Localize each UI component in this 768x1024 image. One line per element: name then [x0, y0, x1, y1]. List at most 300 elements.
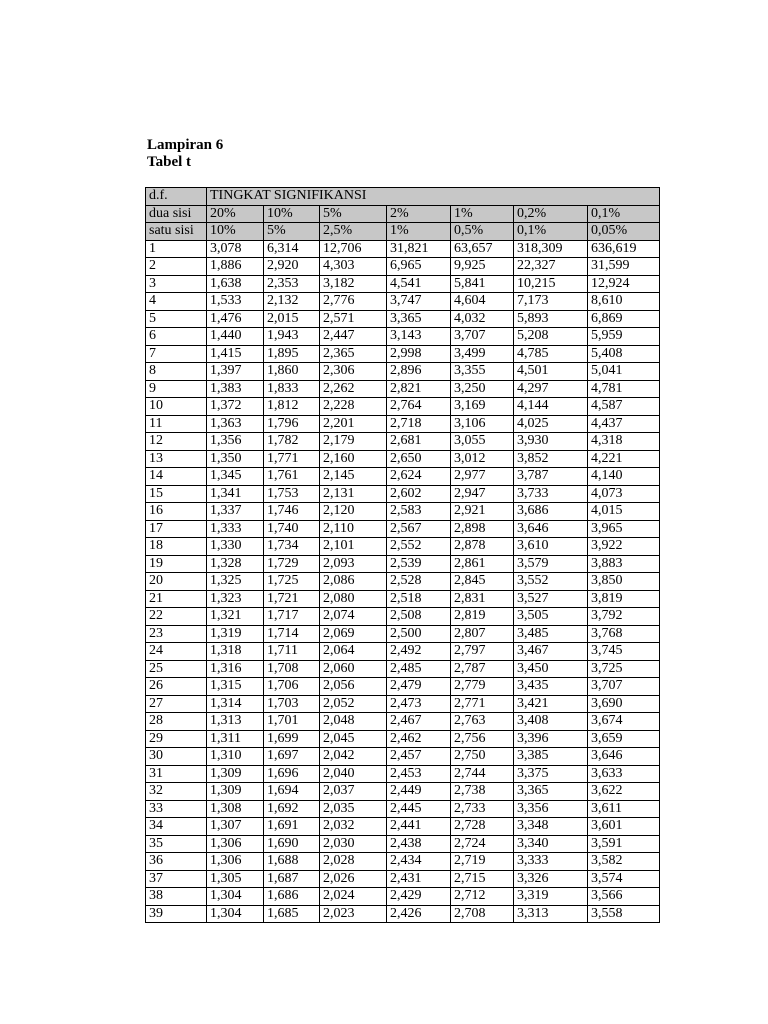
critical-value-cell: 3,375: [514, 765, 588, 783]
critical-value-cell: 2,898: [451, 520, 514, 538]
critical-value-cell: 4,303: [320, 258, 387, 276]
critical-value-cell: 1,761: [264, 468, 320, 486]
header-level-cell: 10%: [264, 205, 320, 223]
critical-value-cell: 2,738: [451, 783, 514, 801]
table-row: [146, 538, 660, 556]
critical-value-cell: 1,746: [264, 503, 320, 521]
critical-value-cell: 1,860: [264, 363, 320, 381]
critical-value-cell: 3,579: [514, 555, 588, 573]
df-cell: 11: [146, 415, 207, 433]
critical-value-cell: 1,306: [207, 835, 264, 853]
critical-value-cell: 1,706: [264, 678, 320, 696]
critical-value-cell: 1,314: [207, 695, 264, 713]
df-cell: 4: [146, 293, 207, 311]
critical-value-cell: 4,318: [588, 433, 660, 451]
critical-value-cell: 1,328: [207, 555, 264, 573]
critical-value-cell: 3,348: [514, 818, 588, 836]
critical-value-cell: 4,015: [588, 503, 660, 521]
table-row: [146, 870, 660, 888]
critical-value-cell: 1,690: [264, 835, 320, 853]
table-row: [146, 730, 660, 748]
critical-value-cell: 1,316: [207, 660, 264, 678]
critical-value-cell: 2,131: [320, 485, 387, 503]
df-cell: 2: [146, 258, 207, 276]
critical-value-cell: 2,032: [320, 818, 387, 836]
critical-value-cell: 1,476: [207, 310, 264, 328]
critical-value-cell: 3,792: [588, 608, 660, 626]
critical-value-cell: 2,462: [387, 730, 451, 748]
critical-value-cell: 3,852: [514, 450, 588, 468]
critical-value-cell: 7,173: [514, 293, 588, 311]
critical-value-cell: 4,144: [514, 398, 588, 416]
critical-value-cell: 1,319: [207, 625, 264, 643]
table-row: [146, 345, 660, 363]
table-row: [146, 363, 660, 381]
df-cell: 28: [146, 713, 207, 731]
header-level-cell: 0,1%: [514, 223, 588, 241]
critical-value-cell: 2,861: [451, 555, 514, 573]
critical-value-cell: 1,397: [207, 363, 264, 381]
critical-value-cell: 2,728: [451, 818, 514, 836]
table-row: [146, 765, 660, 783]
df-cell: 6: [146, 328, 207, 346]
df-cell: 7: [146, 345, 207, 363]
header-level-cell: 1%: [451, 205, 514, 223]
critical-value-cell: 1,734: [264, 538, 320, 556]
critical-value-cell: 1,717: [264, 608, 320, 626]
critical-value-cell: 2,042: [320, 748, 387, 766]
critical-value-cell: 2,201: [320, 415, 387, 433]
table-row: [146, 573, 660, 591]
critical-value-cell: 1,699: [264, 730, 320, 748]
critical-value-cell: 3,591: [588, 835, 660, 853]
critical-value-cell: 3,450: [514, 660, 588, 678]
critical-value-cell: 3,747: [387, 293, 451, 311]
critical-value-cell: 2,438: [387, 835, 451, 853]
critical-value-cell: 2,681: [387, 433, 451, 451]
critical-value-cell: 2,429: [387, 888, 451, 906]
header-level-cell: 20%: [207, 205, 264, 223]
critical-value-cell: 4,140: [588, 468, 660, 486]
df-cell: 10: [146, 398, 207, 416]
table-title: Tabel t: [147, 154, 192, 170]
critical-value-cell: 12,706: [320, 240, 387, 258]
table-row: [146, 713, 660, 731]
critical-value-cell: 2,074: [320, 608, 387, 626]
critical-value-cell: 5,841: [451, 275, 514, 293]
critical-value-cell: 3,558: [588, 905, 660, 923]
critical-value-cell: 2,878: [451, 538, 514, 556]
critical-value-cell: 63,657: [451, 240, 514, 258]
critical-value-cell: 4,073: [588, 485, 660, 503]
critical-value-cell: 12,924: [588, 275, 660, 293]
header-row-two-sided: [146, 205, 660, 223]
critical-value-cell: 31,821: [387, 240, 451, 258]
df-cell: 38: [146, 888, 207, 906]
critical-value-cell: 1,691: [264, 818, 320, 836]
header-level-cell: 5%: [264, 223, 320, 241]
significance-header-cell: TINGKAT SIGNIFIKANSI: [207, 188, 660, 206]
critical-value-cell: 1,305: [207, 870, 264, 888]
critical-value-cell: 1,304: [207, 888, 264, 906]
df-cell: 12: [146, 433, 207, 451]
critical-value-cell: 3,646: [588, 748, 660, 766]
df-cell: 33: [146, 800, 207, 818]
critical-value-cell: 2,771: [451, 695, 514, 713]
critical-value-cell: 2,441: [387, 818, 451, 836]
critical-value-cell: 1,315: [207, 678, 264, 696]
critical-value-cell: 2,431: [387, 870, 451, 888]
critical-value-cell: 2,445: [387, 800, 451, 818]
critical-value-cell: 2,365: [320, 345, 387, 363]
critical-value-cell: 3,659: [588, 730, 660, 748]
critical-value-cell: 2,179: [320, 433, 387, 451]
critical-value-cell: 9,925: [451, 258, 514, 276]
critical-value-cell: 2,624: [387, 468, 451, 486]
header-level-cell: 10%: [207, 223, 264, 241]
critical-value-cell: 2,040: [320, 765, 387, 783]
critical-value-cell: 2,896: [387, 363, 451, 381]
critical-value-cell: 5,041: [588, 363, 660, 381]
critical-value-cell: 2,093: [320, 555, 387, 573]
critical-value-cell: 2,467: [387, 713, 451, 731]
table-row: [146, 678, 660, 696]
df-cell: 23: [146, 625, 207, 643]
critical-value-cell: 3,408: [514, 713, 588, 731]
critical-value-cell: 2,763: [451, 713, 514, 731]
table-row: [146, 590, 660, 608]
df-cell: 29: [146, 730, 207, 748]
critical-value-cell: 2,724: [451, 835, 514, 853]
critical-value-cell: 2,037: [320, 783, 387, 801]
df-cell: 20: [146, 573, 207, 591]
table-row: [146, 380, 660, 398]
table-row: [146, 520, 660, 538]
critical-value-cell: 1,771: [264, 450, 320, 468]
critical-value-cell: 2,744: [451, 765, 514, 783]
critical-value-cell: 4,604: [451, 293, 514, 311]
critical-value-cell: 2,015: [264, 310, 320, 328]
critical-value-cell: 1,533: [207, 293, 264, 311]
critical-value-cell: 4,587: [588, 398, 660, 416]
critical-value-cell: 2,920: [264, 258, 320, 276]
df-cell: 25: [146, 660, 207, 678]
critical-value-cell: 4,032: [451, 310, 514, 328]
critical-value-cell: 1,309: [207, 765, 264, 783]
critical-value-cell: 3,566: [588, 888, 660, 906]
df-cell: 39: [146, 905, 207, 923]
critical-value-cell: 2,750: [451, 748, 514, 766]
critical-value-cell: 3,385: [514, 748, 588, 766]
table-row: [146, 468, 660, 486]
critical-value-cell: 3,850: [588, 573, 660, 591]
df-header-cell: d.f.: [146, 188, 207, 206]
df-cell: 14: [146, 468, 207, 486]
critical-value-cell: 2,030: [320, 835, 387, 853]
critical-value-cell: 3,690: [588, 695, 660, 713]
critical-value-cell: 1,345: [207, 468, 264, 486]
critical-value-cell: 1,694: [264, 783, 320, 801]
critical-value-cell: 3,467: [514, 643, 588, 661]
table-row: [146, 608, 660, 626]
critical-value-cell: 3,633: [588, 765, 660, 783]
critical-value-cell: 1,812: [264, 398, 320, 416]
table-row: [146, 555, 660, 573]
critical-value-cell: 3,574: [588, 870, 660, 888]
critical-value-cell: 1,356: [207, 433, 264, 451]
critical-value-cell: 2,453: [387, 765, 451, 783]
df-cell: 34: [146, 818, 207, 836]
critical-value-cell: 3,365: [387, 310, 451, 328]
critical-value-cell: 3,787: [514, 468, 588, 486]
table-row: [146, 853, 660, 871]
df-cell: 13: [146, 450, 207, 468]
critical-value-cell: 2,492: [387, 643, 451, 661]
critical-value-cell: 1,692: [264, 800, 320, 818]
table-row: [146, 660, 660, 678]
critical-value-cell: 1,363: [207, 415, 264, 433]
critical-value-cell: 2,060: [320, 660, 387, 678]
critical-value-cell: 2,023: [320, 905, 387, 923]
critical-value-cell: 2,712: [451, 888, 514, 906]
critical-value-cell: 3,078: [207, 240, 264, 258]
df-cell: 15: [146, 485, 207, 503]
critical-value-cell: 4,541: [387, 275, 451, 293]
table-row: [146, 800, 660, 818]
critical-value-cell: 3,333: [514, 853, 588, 871]
critical-value-cell: 2,069: [320, 625, 387, 643]
table-row: [146, 328, 660, 346]
df-cell: 19: [146, 555, 207, 573]
critical-value-cell: 2,571: [320, 310, 387, 328]
critical-value-cell: 10,215: [514, 275, 588, 293]
critical-value-cell: 2,708: [451, 905, 514, 923]
df-cell: 22: [146, 608, 207, 626]
critical-value-cell: 3,819: [588, 590, 660, 608]
critical-value-cell: 1,703: [264, 695, 320, 713]
critical-value-cell: 1,697: [264, 748, 320, 766]
critical-value-cell: 5,208: [514, 328, 588, 346]
critical-value-cell: 2,306: [320, 363, 387, 381]
critical-value-cell: 3,356: [514, 800, 588, 818]
critical-value-cell: 2,764: [387, 398, 451, 416]
df-cell: 37: [146, 870, 207, 888]
critical-value-cell: 4,221: [588, 450, 660, 468]
critical-value-cell: 1,714: [264, 625, 320, 643]
critical-value-cell: 2,719: [451, 853, 514, 871]
critical-value-cell: 2,508: [387, 608, 451, 626]
critical-value-cell: 2,602: [387, 485, 451, 503]
critical-value-cell: 2,457: [387, 748, 451, 766]
critical-value-cell: 4,025: [514, 415, 588, 433]
critical-value-cell: 2,947: [451, 485, 514, 503]
critical-value-cell: 1,372: [207, 398, 264, 416]
critical-value-cell: 2,776: [320, 293, 387, 311]
critical-value-cell: 5,893: [514, 310, 588, 328]
critical-value-cell: 1,721: [264, 590, 320, 608]
header-level-cell: 0,2%: [514, 205, 588, 223]
critical-value-cell: 2,539: [387, 555, 451, 573]
critical-value-cell: 2,035: [320, 800, 387, 818]
critical-value-cell: 4,501: [514, 363, 588, 381]
df-cell: 3: [146, 275, 207, 293]
critical-value-cell: 3,768: [588, 625, 660, 643]
critical-value-cell: 1,708: [264, 660, 320, 678]
critical-value-cell: 2,831: [451, 590, 514, 608]
critical-value-cell: 2,045: [320, 730, 387, 748]
critical-value-cell: 1,383: [207, 380, 264, 398]
critical-value-cell: 1,440: [207, 328, 264, 346]
critical-value-cell: 2,028: [320, 853, 387, 871]
critical-value-cell: 1,740: [264, 520, 320, 538]
critical-value-cell: 6,314: [264, 240, 320, 258]
critical-value-cell: 3,313: [514, 905, 588, 923]
critical-value-cell: 3,582: [588, 853, 660, 871]
critical-value-cell: 6,965: [387, 258, 451, 276]
header-level-cell: 0,1%: [588, 205, 660, 223]
critical-value-cell: 2,528: [387, 573, 451, 591]
table-row: [146, 398, 660, 416]
critical-value-cell: 2,756: [451, 730, 514, 748]
critical-value-cell: 1,415: [207, 345, 264, 363]
critical-value-cell: 31,599: [588, 258, 660, 276]
critical-value-cell: 1,308: [207, 800, 264, 818]
critical-value-cell: 3,601: [588, 818, 660, 836]
critical-value-cell: 3,622: [588, 783, 660, 801]
critical-value-cell: 1,337: [207, 503, 264, 521]
critical-value-cell: 2,500: [387, 625, 451, 643]
critical-value-cell: 1,895: [264, 345, 320, 363]
critical-value-cell: 5,959: [588, 328, 660, 346]
df-cell: 5: [146, 310, 207, 328]
table-row: [146, 450, 660, 468]
critical-value-cell: 2,473: [387, 695, 451, 713]
critical-value-cell: 3,527: [514, 590, 588, 608]
critical-value-cell: 2,145: [320, 468, 387, 486]
critical-value-cell: 3,143: [387, 328, 451, 346]
table-row: [146, 625, 660, 643]
critical-value-cell: 2,024: [320, 888, 387, 906]
critical-value-cell: 3,883: [588, 555, 660, 573]
df-cell: 32: [146, 783, 207, 801]
critical-value-cell: 2,518: [387, 590, 451, 608]
critical-value-cell: 2,650: [387, 450, 451, 468]
critical-value-cell: 2,434: [387, 853, 451, 871]
critical-value-cell: 1,782: [264, 433, 320, 451]
critical-value-cell: 2,449: [387, 783, 451, 801]
critical-value-cell: 1,330: [207, 538, 264, 556]
critical-value-cell: 3,965: [588, 520, 660, 538]
critical-value-cell: 2,787: [451, 660, 514, 678]
critical-value-cell: 3,396: [514, 730, 588, 748]
critical-value-cell: 2,101: [320, 538, 387, 556]
critical-value-cell: 3,250: [451, 380, 514, 398]
critical-value-cell: 3,326: [514, 870, 588, 888]
critical-value-cell: 3,505: [514, 608, 588, 626]
critical-value-cell: 3,707: [451, 328, 514, 346]
critical-value-cell: 3,725: [588, 660, 660, 678]
critical-value-cell: 1,333: [207, 520, 264, 538]
critical-value-cell: 3,552: [514, 573, 588, 591]
critical-value-cell: 2,479: [387, 678, 451, 696]
critical-value-cell: 1,753: [264, 485, 320, 503]
critical-value-cell: 3,421: [514, 695, 588, 713]
df-cell: 36: [146, 853, 207, 871]
critical-value-cell: 3,922: [588, 538, 660, 556]
critical-value-cell: 1,701: [264, 713, 320, 731]
critical-value-cell: 2,921: [451, 503, 514, 521]
critical-value-cell: 2,064: [320, 643, 387, 661]
df-cell: 16: [146, 503, 207, 521]
critical-value-cell: 2,485: [387, 660, 451, 678]
critical-value-cell: 2,567: [387, 520, 451, 538]
critical-value-cell: 2,733: [451, 800, 514, 818]
critical-value-cell: 1,321: [207, 608, 264, 626]
df-cell: 30: [146, 748, 207, 766]
critical-value-cell: 2,160: [320, 450, 387, 468]
critical-value-cell: 3,106: [451, 415, 514, 433]
critical-value-cell: 3,611: [588, 800, 660, 818]
critical-value-cell: 2,977: [451, 468, 514, 486]
critical-value-cell: 1,943: [264, 328, 320, 346]
critical-value-cell: 1,323: [207, 590, 264, 608]
df-cell: 9: [146, 380, 207, 398]
critical-value-cell: 2,086: [320, 573, 387, 591]
critical-value-cell: 1,304: [207, 905, 264, 923]
df-cell: 21: [146, 590, 207, 608]
two-sided-label-cell: dua sisi: [146, 205, 207, 223]
df-cell: 26: [146, 678, 207, 696]
critical-value-cell: 4,785: [514, 345, 588, 363]
critical-value-cell: 2,998: [387, 345, 451, 363]
table-row: [146, 258, 660, 276]
critical-value-cell: 3,055: [451, 433, 514, 451]
table-row: [146, 240, 660, 258]
header-level-cell: 0,05%: [588, 223, 660, 241]
table-row: [146, 433, 660, 451]
critical-value-cell: 1,350: [207, 450, 264, 468]
critical-value-cell: 2,583: [387, 503, 451, 521]
table-row: [146, 748, 660, 766]
critical-value-cell: 1,729: [264, 555, 320, 573]
table-row: [146, 485, 660, 503]
critical-value-cell: 2,132: [264, 293, 320, 311]
critical-value-cell: 2,426: [387, 905, 451, 923]
table-row: [146, 783, 660, 801]
critical-value-cell: 2,262: [320, 380, 387, 398]
df-cell: 8: [146, 363, 207, 381]
critical-value-cell: 4,781: [588, 380, 660, 398]
critical-value-cell: 1,341: [207, 485, 264, 503]
critical-value-cell: 2,056: [320, 678, 387, 696]
critical-value-cell: 3,610: [514, 538, 588, 556]
critical-value-cell: 2,110: [320, 520, 387, 538]
critical-value-cell: 1,318: [207, 643, 264, 661]
critical-value-cell: 5,408: [588, 345, 660, 363]
critical-value-cell: 1,725: [264, 573, 320, 591]
one-sided-label-cell: satu sisi: [146, 223, 207, 241]
header-level-cell: 2%: [387, 205, 451, 223]
critical-value-cell: 2,807: [451, 625, 514, 643]
table-row: [146, 905, 660, 923]
df-cell: 27: [146, 695, 207, 713]
critical-value-cell: 2,052: [320, 695, 387, 713]
critical-value-cell: 2,120: [320, 503, 387, 521]
critical-value-cell: 1,311: [207, 730, 264, 748]
critical-value-cell: 3,930: [514, 433, 588, 451]
critical-value-cell: 3,485: [514, 625, 588, 643]
critical-value-cell: 1,687: [264, 870, 320, 888]
